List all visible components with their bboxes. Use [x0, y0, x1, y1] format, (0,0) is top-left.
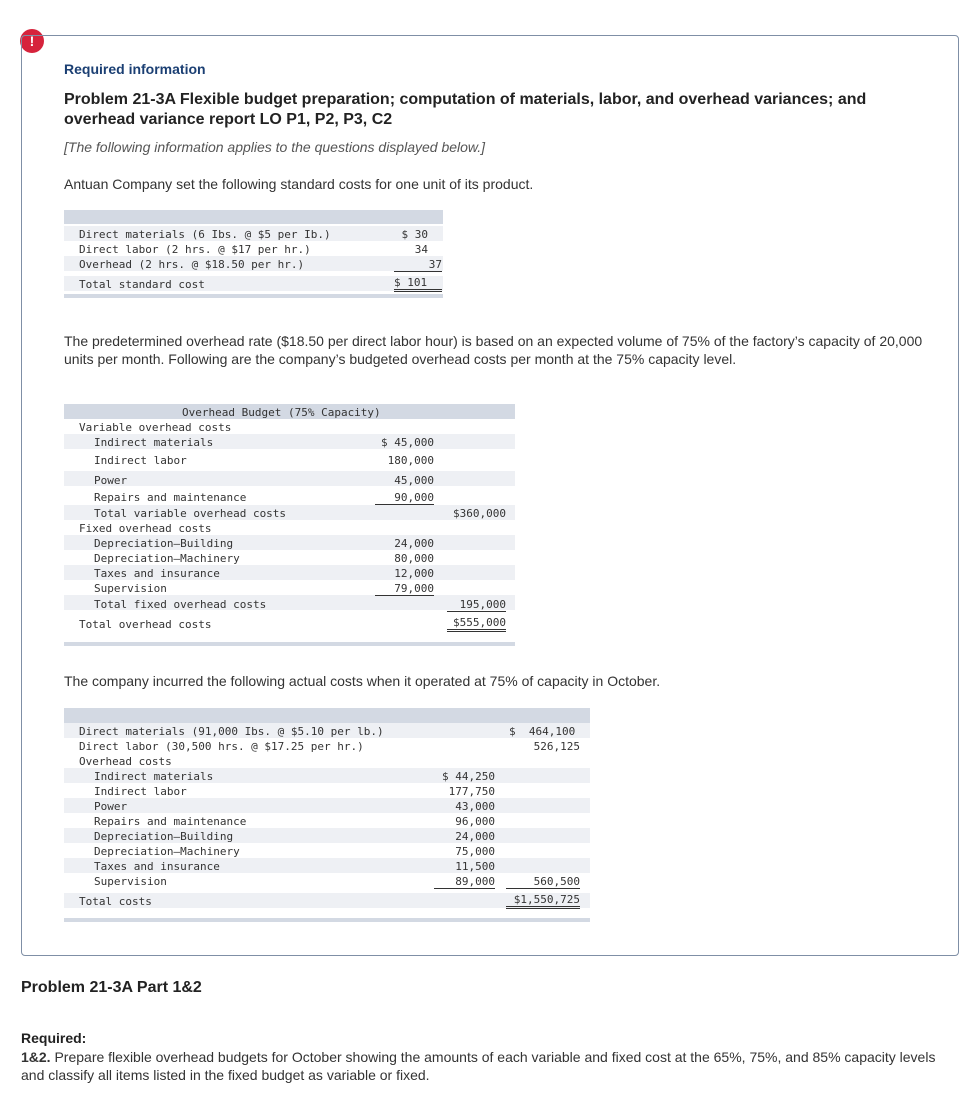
std-row-label: Direct labor (2 hrs. @ $17 per hr.) [79, 243, 311, 256]
ob-fixed-label: Depreciation—Building [94, 537, 234, 550]
alert-icon: ! [20, 29, 44, 53]
ac-total-value: $1,550,725 [506, 893, 580, 909]
ac-row-label: Depreciation—Building [94, 830, 234, 843]
ob-fixed-label: Supervision [94, 582, 167, 595]
ob-row-value: 45,000 [394, 474, 434, 487]
required-info-heading: Required information [64, 61, 206, 77]
std-row-label: Direct materials (6 Ibs. @ $5 per Ib.) [79, 228, 331, 241]
std-total-label: Total standard cost [79, 278, 205, 291]
ac-row-label: Supervision [94, 875, 167, 888]
ac-row-value: 89,000 [434, 875, 495, 889]
required-text [21, 1048, 951, 1084]
ob-fixed-label: Taxes and insurance [94, 567, 220, 580]
overhead-budget-title: Overhead Budget (75% Capacity) [182, 406, 381, 419]
ac-row-label: Depreciation—Machinery [94, 845, 240, 858]
required-description: Prepare flexible overhead budgets for October showing the amounts of each variable and fixed cost at the 65%, 75%, and 85% capacity levels and classify all items listed in the fixed budget as variable or fixed. [21, 1049, 936, 1083]
ac-row-label: Indirect materials [94, 770, 214, 783]
ac-dm-label: Direct materials (91,000 Ibs. @ $5.10 per lb.) [79, 725, 384, 738]
total-overhead-label: Total overhead costs [79, 618, 212, 631]
total-overhead-value: $555,000 [447, 616, 506, 632]
ac-dl-label: Direct labor (30,500 hrs. @ $17.25 per hr.) [79, 740, 364, 753]
problem-title: Problem 21-3A Flexible budget preparation; computation of materials, labor, and overhead variances; and overhead variance report LO P1, P2, P3, C2 [64, 91, 867, 128]
ac-row-value: 11,500 [455, 860, 495, 873]
fixed-header: Fixed overhead costs [79, 522, 212, 535]
ob-row-value: $ 45,000 [381, 436, 434, 449]
std-row-value: 37 [394, 258, 442, 272]
ob-fixed-value: 80,000 [394, 552, 434, 565]
std-row-value: $ 30 [401, 228, 428, 241]
ac-row-value: 24,000 [455, 830, 495, 843]
total-fixed-value: 195,000 [447, 598, 506, 612]
ac-row-label: Taxes and insurance [94, 860, 220, 873]
ob-row-label: Indirect labor [94, 454, 187, 467]
part-title: Problem 21-3A Part 1&2 [21, 979, 202, 996]
ac-row-value: $ 44,250 [442, 770, 495, 783]
ac-row-value: 96,000 [455, 815, 495, 828]
std-row-label: Overhead (2 hrs. @ $18.50 per hr.) [79, 258, 305, 271]
ob-row-value: 180,000 [387, 454, 434, 467]
ac-row-label: Indirect labor [94, 785, 187, 798]
ob-row-label: Repairs and maintenance [94, 491, 247, 504]
ac-overhead-header: Overhead costs [79, 755, 172, 768]
actual-costs-intro: The company incurred the following actual costs when it operated at 75% of capacity in October. [64, 673, 661, 689]
ob-row-label: Indirect materials [94, 436, 214, 449]
intro-text: Antuan Company set the following standard costs for one unit of its product. [64, 176, 534, 192]
ob-fixed-value: 24,000 [394, 537, 434, 550]
ac-row-value: 177,750 [448, 785, 495, 798]
ac-dl-value: 526,125 [533, 740, 580, 753]
total-fixed-label: Total fixed overhead costs [94, 598, 267, 611]
total-variable-value: $360,000 [453, 507, 506, 520]
ac-total-label: Total costs [79, 895, 152, 908]
variable-header: Variable overhead costs [79, 421, 232, 434]
required-number: 1&2. [21, 1049, 51, 1065]
ac-dm-value: $ 464,100 [509, 725, 576, 738]
total-variable-label: Total variable overhead costs [94, 507, 287, 520]
ac-row-label: Repairs and maintenance [94, 815, 247, 828]
ac-overhead-total: 560,500 [506, 875, 580, 889]
ac-row-label: Power [94, 800, 128, 813]
std-total-value: $ 101 [394, 276, 442, 292]
overhead-rate-text: The predetermined overhead rate ($18.50 per direct labor hour) is based on an expected volume of 75% of the factory’s capacity of 20,000 units per month. Following are the company’s budgeted overhead costs per month at the 75% capacity level. [64, 333, 923, 367]
ob-fixed-value: 12,000 [394, 567, 434, 580]
ac-row-value: 75,000 [455, 845, 495, 858]
std-row-value: 34 [414, 243, 428, 256]
ac-row-value: 43,000 [455, 800, 495, 813]
ob-row-label: Power [94, 474, 128, 487]
ob-row-value: 90,000 [375, 491, 434, 505]
ob-fixed-value: 79,000 [375, 582, 434, 596]
required-label: Required: [21, 1030, 87, 1046]
ob-fixed-label: Depreciation—Machinery [94, 552, 240, 565]
info-note: [The following information applies to the questions displayed below.] [64, 139, 486, 155]
std-table-header-band [64, 210, 443, 224]
